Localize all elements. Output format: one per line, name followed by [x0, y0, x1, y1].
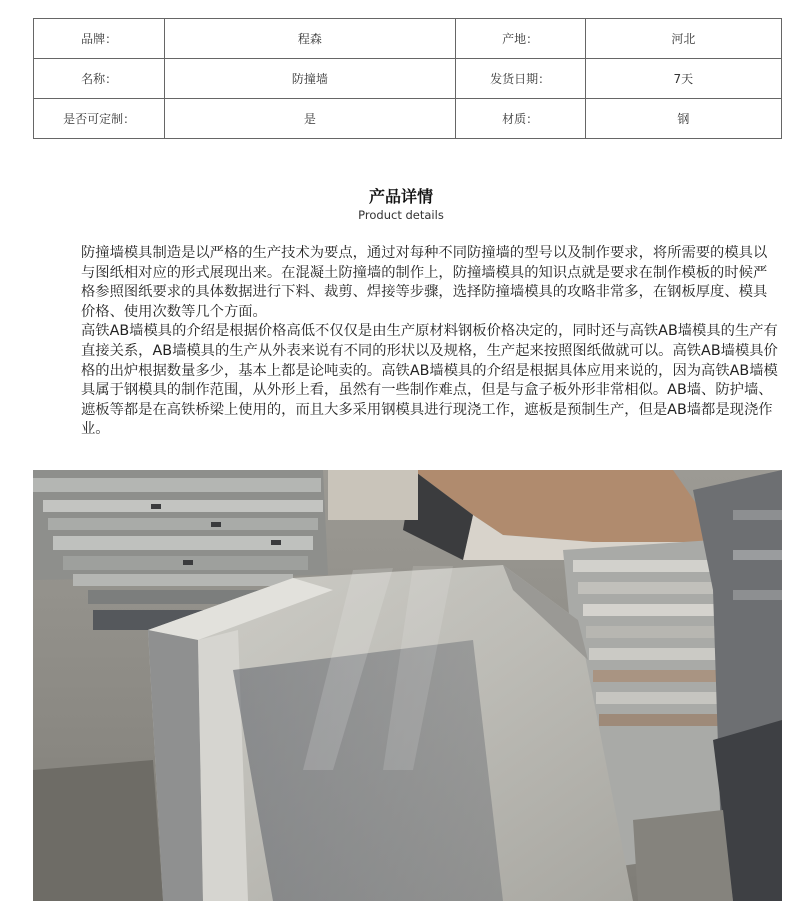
table-row: [34, 59, 782, 99]
material-value: 钢: [585, 99, 781, 139]
table-row: [34, 99, 782, 139]
description-paragraph: 高铁AB墙模具的介绍是根据价格高低不仅仅是由生产原材料钢板价格决定的，同时还与高铁AB墙模具的生产有直接关系，AB墙模具的生产从外表来说有不同的形状以及规格，生产起来按照图纸做就可以。高铁AB墙模具价格的出炉根据数量多少，基本上都是论吨卖的。高铁AB墙模具的介绍是根据具体应用来说的，因为高铁AB墙模具属于钢模具的制作范围，从外形上看，虽然有一些制作难点，但是与盒子板外形非常相似。AB墙、防护墙、遮板等都是在高铁桥梁上使用的，而且大多采用钢模具进行现浇工作，遮板是预制生产，但是AB墙都是现浇作业。: [81, 323, 778, 438]
spec-table: [33, 18, 782, 139]
name-value: 防撞墙: [165, 59, 455, 99]
product-photo: [33, 470, 782, 901]
table-row: [34, 19, 782, 59]
product-description: [81, 244, 781, 440]
customizable-label: 是否可定制：: [34, 99, 165, 139]
brand-value: 程森: [165, 19, 455, 59]
ship-date-label: 发货日期：: [455, 59, 585, 99]
customizable-value: 是: [165, 99, 455, 139]
brand-label: 品牌：: [34, 19, 165, 59]
steel-mold-photo: [33, 470, 782, 901]
name-label: 名称：: [34, 59, 165, 99]
origin-value: 河北: [585, 19, 781, 59]
details-heading: [0, 186, 802, 222]
ship-date-value: 7天: [585, 59, 781, 99]
origin-label: 产地：: [455, 19, 585, 59]
description-paragraph: 防撞墙模具制造是以严格的生产技术为要点，通过对每种不同防撞墙的型号以及制作要求，将所需要的模具以与图纸相对应的形式展现出来。在混凝土防撞墙的制作上，防撞墙模具的知识点就是要求在制作模板的时候严格参照图纸要求的具体数据进行下料、裁剪、焊接等步骤，选择防撞墙模具的攻略非常多，在钢板厚度、模具价格、使用次数等几个方面。: [81, 245, 768, 320]
section-title: 产品详情: [368, 187, 433, 206]
section-subtitle: Product details: [358, 208, 444, 222]
material-label: 材质：: [455, 99, 585, 139]
large-mold-plate: [148, 565, 633, 901]
